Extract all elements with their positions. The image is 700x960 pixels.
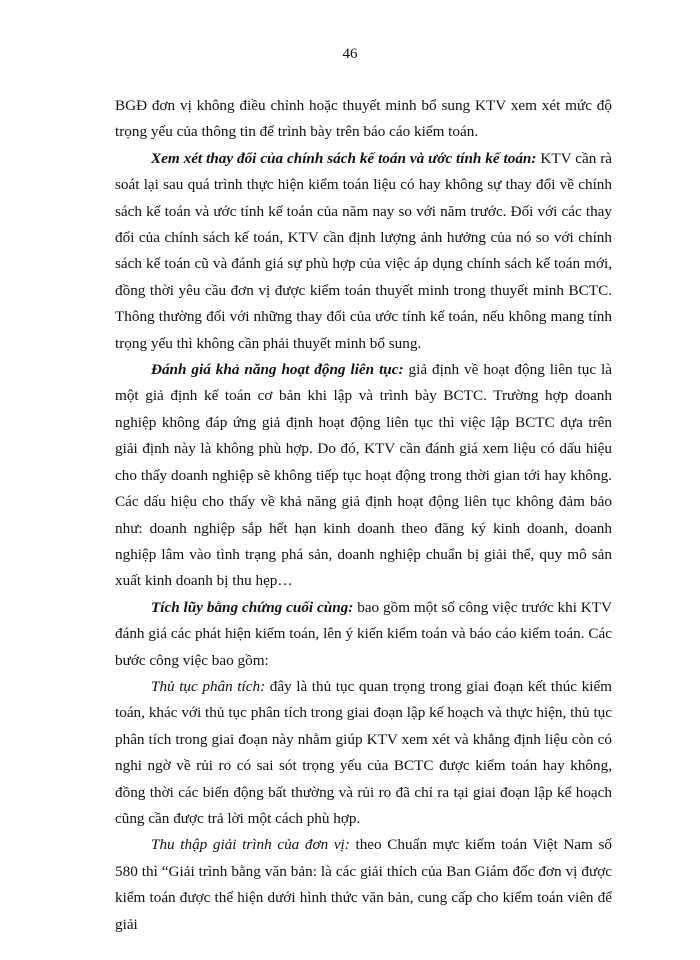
paragraph-going-concern [115, 357, 612, 595]
paragraph-text: theo Chuẩn mực kiểm toán Việt Nam số 580 thì “Giải trình bằng văn bản: là các giải thích của Ban Giám đốc đơn vị được kiểm toán được thể hiện dưới hình thức văn bản, cung cấp cho kiểm toán viên để giải [115, 836, 612, 933]
paragraph-management-representations [115, 832, 612, 938]
paragraph-heading: Thủ tục phân tích: [151, 677, 266, 695]
paragraph-text: BGĐ đơn vị không điều chỉnh hoặc thuyết minh bổ sung KTV xem xét mức độ trọng yếu của thông tin để trình bày trên báo cáo kiểm toán. [115, 97, 612, 141]
paragraph-analytical-procedures [115, 674, 612, 832]
paragraph-text: đây là thủ tục quan trọng trong giai đoạn kết thúc kiểm toán, khác với thủ tục phân tích trong giai đoạn lập kế hoạch và thực hiện, thủ tục phân tích trong giai đoạn này nhằm giúp KTV xem xét và khẳng định liệu còn có nghi ngờ về rủi ro có sai sót trọng yếu của BCTC được kiểm toán hay không, đồng thời các biến động bất thường và rủi ro đã chỉ ra tại giai đoạn lập kế hoạch cũng cần được trả lời một cách phù hợp. [115, 677, 612, 827]
paragraph-text: KTV cần rà soát lại sau quá trình thực hiện kiểm toán liệu có hay không sự thay đổi về chính sách kế toán và ước tính kế toán của năm nay so với năm trước. Đối với các thay đổi của chính sách kế toán, KTV cần định lượng ảnh hưởng của nó so với chính sách kế toán cũ và đánh giá sự phù hợp của việc áp dụng chính sách kế toán mới, đồng thời yêu cầu đơn vị được kiểm toán thuyết minh trong thuyết minh BCTC. Thông thường đối với những thay đổi của ước tính kế toán, nếu không mang tính trọng yếu thì không cần phải thuyết minh bổ sung. [115, 149, 613, 352]
document-body [115, 93, 612, 938]
paragraph-final-evidence [115, 595, 612, 674]
paragraph-heading: Đánh giá khả năng hoạt động liên tục: [151, 361, 404, 379]
paragraph-accounting-changes [115, 146, 612, 357]
page-number: 46 [342, 46, 358, 62]
paragraph-text: giả định về hoạt động liên tục là một giả định kế toán cơ bản khi lập và trình bày BCTC. Trường hợp doanh nghiệp không đáp ứng giả định hoạt động liên tục thì việc lập BCTC dựa trên giải định này là không phù hợp. Do đó, KTV cần đánh giá xem liệu có dấu hiệu cho thấy doanh nghiệp sẽ không tiếp tục hoạt động trong thời gian tới hay không. Các dấu hiệu cho thấy về khả năng giả định hoạt động liên tục không đảm bảo như: doanh nghiệp sắp hết hạn kinh doanh theo đăng ký kinh doanh, doanh nghiệp lâm vào tình trạng phá sản, doanh nghiệp chuẩn bị giải thể, quy mô sản xuất kinh doanh bị thu hẹp… [115, 361, 613, 590]
paragraph-text: bao gồm một số công việc trước khi KTV đánh giá các phát hiện kiểm toán, lên ý kiến kiểm toán và báo cáo kiểm toán. Các bước công việc bao gồm: [115, 598, 613, 669]
paragraph-heading: Tích lũy bằng chứng cuối cùng: [151, 598, 354, 616]
paragraph-continuation [115, 93, 612, 146]
paragraph-heading: Xem xét thay đổi của chính sách kế toán và ước tính kế toán: [151, 149, 537, 167]
paragraph-heading: Thu thập giải trình của đơn vị: [151, 836, 350, 854]
